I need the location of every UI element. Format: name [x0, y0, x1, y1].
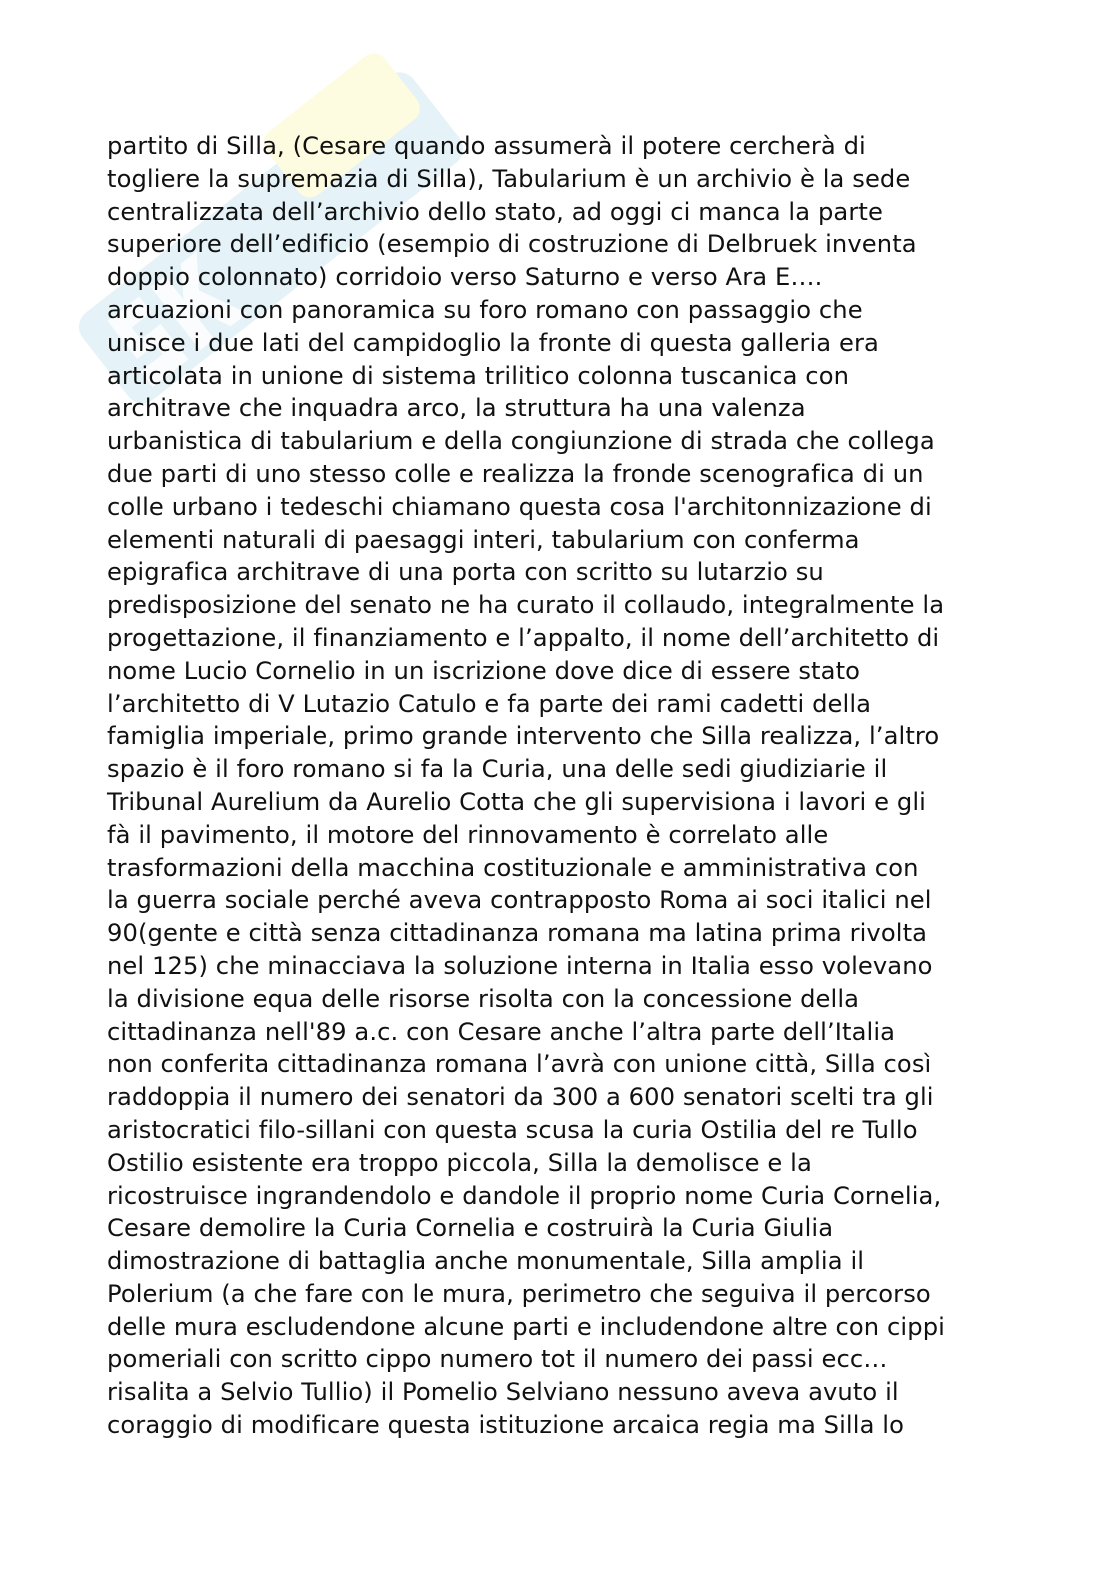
text-line: elementi naturali di paesaggi interi, tabularium con conferma	[107, 525, 860, 554]
text-line: Ostilio esistente era troppo piccola, Silla la demolisce e la	[107, 1148, 812, 1177]
text-line: la guerra sociale perché aveva contrapposto Roma ai soci italici nel	[107, 886, 932, 915]
text-line: cittadinanza nell'89 a.c. con Cesare anche l’altra parte dell’Italia	[107, 1017, 896, 1046]
text-line: aristocratici filo-sillani con questa scusa la curia Ostilia del re Tullo	[107, 1115, 918, 1144]
text-line: partito di Silla, (Cesare quando assumerà il potere cercherà di	[107, 132, 866, 160]
text-line: colle urbano i tedeschi chiamano questa cosa l'architonnizazione di	[107, 492, 932, 521]
text-line: epigrafica architrave di una porta con scritto su lutarzio su	[107, 558, 824, 587]
text-line: Cesare demolire la Curia Cornelia e costruirà la Curia Giulia	[107, 1214, 834, 1243]
text-line: l’architetto di V Lutazio Catulo e fa parte dei rami cadetti della	[107, 689, 872, 718]
text-line: due parti di uno stesso colle e realizza la fronde scenografica di un	[107, 459, 924, 488]
text-line: togliere la supremazia di Silla), Tabularium è un archivio è la sede	[107, 164, 911, 193]
text-line: urbanistica di tabularium e della congiunzione di strada che collega	[107, 427, 935, 456]
text-line: unisce i due lati del campidoglio la fronte di questa galleria era	[107, 328, 879, 357]
text-line: dimostrazione di battaglia anche monumentale, Silla amplia il	[107, 1247, 865, 1276]
text-line: famiglia imperiale, primo grande intervento che Silla realizza, l’altro	[107, 722, 940, 751]
text-line: Polerium (a che fare con le mura, perimetro che seguiva il percorso	[107, 1279, 931, 1308]
text-line: centralizzata dell’archivio dello stato, ad oggi ci manca la parte	[107, 197, 883, 226]
text-line: pomeriali con scritto cippo numero tot il numero dei passi ecc…	[107, 1345, 888, 1374]
text-line: nel 125) che minacciava la soluzione interna in Italia esso volevano	[107, 951, 933, 980]
text-line: architrave che inquadra arco, la struttura ha una valenza	[107, 394, 806, 423]
text-line: predisposizione del senato ne ha curato il collaudo, integralmente la	[107, 591, 945, 620]
text-line: trasformazioni della macchina costituzionale e amministrativa con	[107, 853, 919, 882]
text-line: 90(gente e città senza cittadinanza romana ma latina prima rivolta	[107, 919, 928, 948]
text-line: progettazione, il finanziamento e l’appalto, il nome dell’architetto di	[107, 623, 940, 652]
text-line: non conferita cittadinanza romana l’avrà con unione città, Silla così	[107, 1050, 932, 1079]
text-line: superiore dell’edificio (esempio di costruzione di Delbruek inventa	[107, 230, 917, 259]
text-line: risalita a Selvio Tullio) il Pomelio Selviano nessuno aveva avuto il	[107, 1378, 899, 1407]
text-line: nome Lucio Cornelio in un iscrizione dove dice di essere stato	[107, 656, 861, 685]
text-line: Tribunal Aurelium da Aurelio Cotta che gli supervisiona i lavori e gli	[107, 787, 927, 816]
text-line: doppio colonnato) corridoio verso Saturno e verso Ara E….	[107, 263, 823, 292]
text-line: spazio è il foro romano si fa la Curia, una delle sedi giudiziarie il	[107, 755, 888, 784]
text-line: ricostruisce ingrandendolo e dandole il proprio nome Curia Cornelia,	[107, 1181, 942, 1210]
text-line: arcuazioni con panoramica su foro romano con passaggio che	[107, 295, 863, 324]
text-line: coraggio di modificare questa istituzione arcaica regia ma Silla lo	[107, 1411, 904, 1440]
text-line: raddoppia il numero dei senatori da 300 a 600 senatori scelti tra gli	[107, 1083, 934, 1112]
text-line: la divisione equa delle risorse risolta con la concessione della	[107, 984, 860, 1013]
text-line: articolata in unione di sistema trilitico colonna tuscanica con	[107, 361, 850, 390]
text-line: delle mura escludendone alcune parti e includendone altre con cippi	[107, 1312, 945, 1341]
text-line: fà il pavimento, il motore del rinnovamento è correlato alle	[107, 820, 829, 849]
document-body	[107, 130, 1047, 1442]
